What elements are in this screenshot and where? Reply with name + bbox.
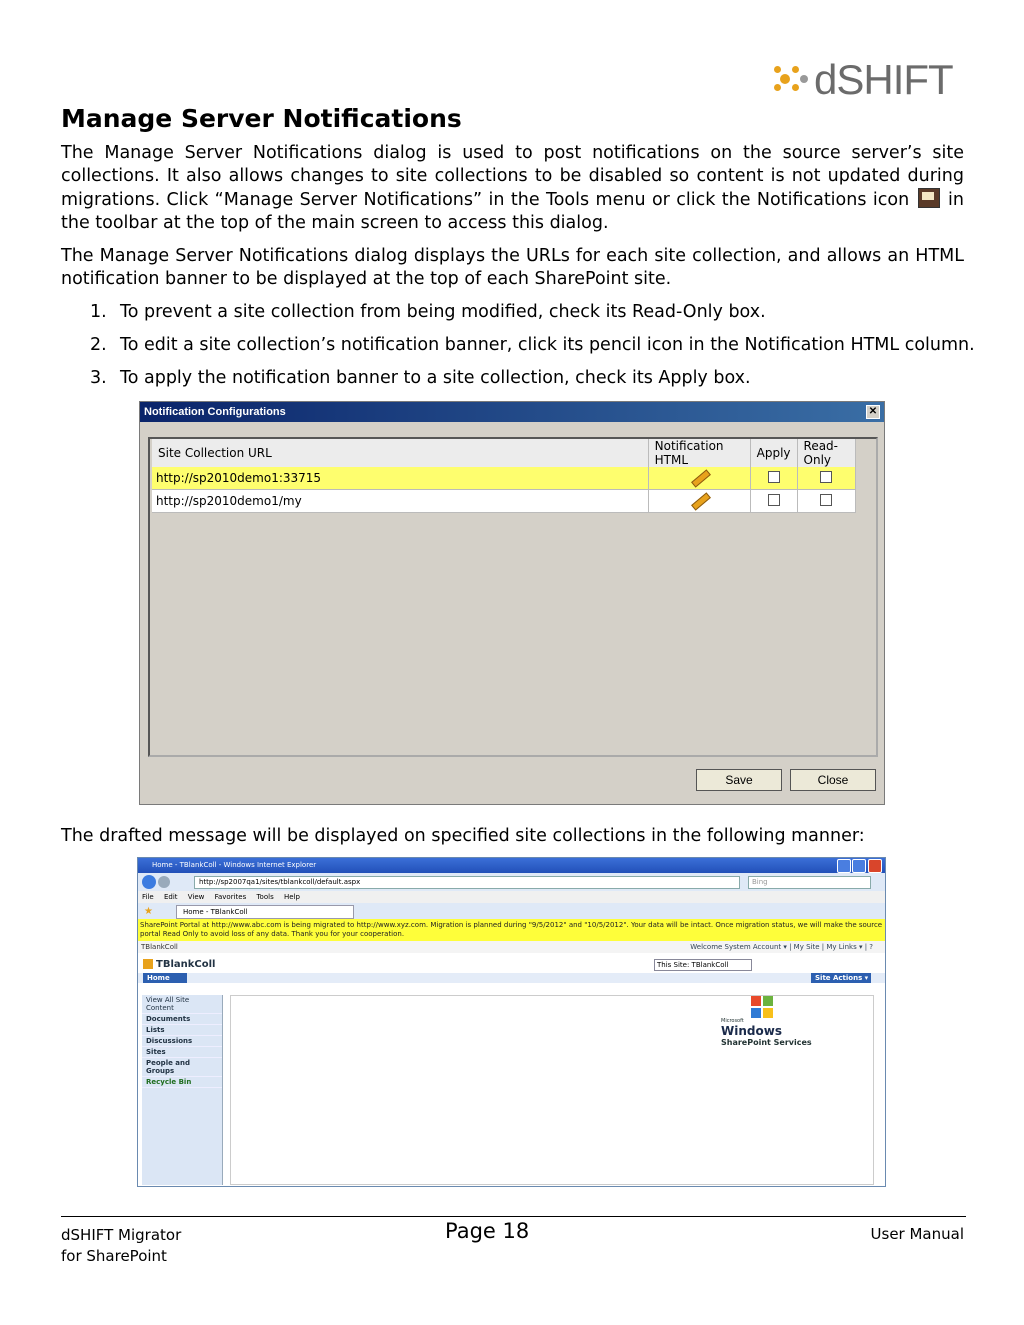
notifications-icon xyxy=(918,188,940,208)
step-number: 2. xyxy=(90,335,107,355)
forward-icon[interactable] xyxy=(158,876,170,888)
menu-help[interactable]: Help xyxy=(283,893,300,901)
column-header[interactable]: Site Collection URL xyxy=(152,439,648,467)
step-number: 1. xyxy=(90,302,107,322)
logo-dot xyxy=(774,84,781,91)
step-3 xyxy=(90,368,751,388)
sp-welcome-links[interactable]: Welcome System Account ▾ | My Site | My Links ▾ | ? xyxy=(690,943,873,951)
menu-favorites[interactable]: Favorites xyxy=(214,893,247,901)
browser-menu-bar xyxy=(138,891,885,903)
pencil-icon[interactable] xyxy=(689,469,709,485)
read-only-checkbox[interactable] xyxy=(820,471,832,483)
address-bar-row xyxy=(138,873,885,891)
footer-divider xyxy=(61,1216,966,1217)
notification-banner: SharePoint Portal at http://www.abc.com is being migrated to http://www.xyz.com. Migration is planned during "9/5/2012" and "10/5/2012". Your data will be intact. Once migration status, we will make the source portal Read Only to avoid loss of any data. Thank you for your cooperation. xyxy=(138,919,885,941)
menu-file[interactable]: File xyxy=(142,893,154,901)
close-icon[interactable]: ✕ xyxy=(866,405,880,419)
search-input[interactable]: Bing xyxy=(748,876,871,889)
logo-dot xyxy=(774,66,781,73)
table-header-row xyxy=(152,439,856,467)
dialog-title-bar xyxy=(140,402,884,422)
logo-dot xyxy=(792,66,799,73)
quick-launch-item[interactable]: Documents xyxy=(142,1014,222,1025)
browser-title: Home - TBlankColl - Windows Internet Explorer xyxy=(152,861,317,869)
logo-dot xyxy=(800,75,808,83)
browser-tab-row xyxy=(138,903,885,919)
apply-cell[interactable] xyxy=(750,490,797,513)
site-icon xyxy=(143,959,153,969)
apply-cell[interactable] xyxy=(750,467,797,490)
quick-launch-item[interactable]: Recycle Bin xyxy=(142,1077,222,1088)
intro-text-b: in the toolbar at the top of the main screen to access this dialog. xyxy=(61,190,964,233)
browser-title-bar xyxy=(138,858,885,873)
maximize-icon[interactable] xyxy=(852,859,866,873)
table-row[interactable] xyxy=(152,467,856,490)
intro-text-a: The Manage Server Notifications dialog is used to post notifications on the source server’s site collections. It also allows changes to site collections to be disabled so content is not updated during migrations. Click “Manage Server Notifications” in the Tools menu or click the Notifications icon xyxy=(61,143,964,210)
notification-configurations-dialog xyxy=(139,401,885,805)
dshift-logo xyxy=(770,56,960,104)
step-2 xyxy=(90,335,975,355)
logo-dot xyxy=(780,74,790,84)
site-actions-button[interactable]: Site Actions ▾ xyxy=(811,973,871,983)
site-url-cell[interactable]: http://sp2010demo1/my xyxy=(152,490,648,513)
wss-logo xyxy=(721,1010,821,1047)
notification-html-cell[interactable] xyxy=(648,490,750,513)
wss-microsoft: Microsoft xyxy=(721,1018,744,1024)
logo-dot xyxy=(792,84,799,91)
page-heading: Manage Server Notifications xyxy=(61,104,462,133)
step-text: To apply the notification banner to a site collection, check its Apply box. xyxy=(120,368,751,388)
sharepoint-nav-bar xyxy=(138,973,885,983)
sharepoint-site-header xyxy=(138,953,885,973)
footer-right: User Manual xyxy=(870,1225,964,1243)
browser-tab[interactable]: Home - TBlankColl xyxy=(176,905,354,919)
step-1 xyxy=(90,302,766,322)
site-search-scope[interactable]: This Site: TBlankColl xyxy=(654,959,752,971)
sharepoint-content-area xyxy=(230,995,874,1185)
footer-left xyxy=(61,1225,181,1267)
quick-launch-item[interactable]: People and Groups xyxy=(142,1058,222,1077)
quick-launch-item[interactable]: Discussions xyxy=(142,1036,222,1047)
quick-launch-item[interactable]: Lists xyxy=(142,1025,222,1036)
save-button[interactable]: Save xyxy=(696,769,782,791)
site-collection-grid xyxy=(148,437,878,757)
tab-home[interactable]: Home xyxy=(143,973,187,983)
quick-launch xyxy=(142,995,223,1185)
step-number: 3. xyxy=(90,368,107,388)
description-paragraph: The Manage Server Notifications dialog displays the URLs for each site collection, and allows an HTML notification banner to be displayed at the top of each SharePoint site. xyxy=(61,246,964,289)
site-collection-table xyxy=(152,439,856,513)
sharepoint-top-bar xyxy=(138,941,885,953)
browser-screenshot xyxy=(137,857,886,1187)
site-url-cell[interactable]: http://sp2010demo1:33715 xyxy=(152,467,648,490)
intro-paragraph xyxy=(61,142,964,235)
logo-text: dSHIFT xyxy=(814,56,953,103)
address-input[interactable]: http://sp2007qa1/sites/tblankcoll/default.aspx xyxy=(194,876,740,889)
menu-edit[interactable]: Edit xyxy=(163,893,178,901)
footer-product: dSHIFT Migrator xyxy=(61,1226,182,1244)
read-only-cell[interactable] xyxy=(797,467,855,490)
favorites-star-icon[interactable]: ★ xyxy=(144,906,153,917)
wss-windows: Windows xyxy=(721,1024,782,1038)
quick-launch-item[interactable]: Sites xyxy=(142,1047,222,1058)
site-title[interactable]: TBlankColl xyxy=(156,959,216,970)
notification-html-cell[interactable] xyxy=(648,467,750,490)
close-button[interactable]: Close xyxy=(790,769,876,791)
sp-breadcrumb[interactable]: TBlankColl xyxy=(141,943,178,951)
step-text: To prevent a site collection from being modified, check its Read-Only box. xyxy=(120,302,766,322)
column-header[interactable]: Read-Only xyxy=(797,439,855,467)
dialog-title: Notification Configurations xyxy=(144,406,286,418)
minimize-icon[interactable] xyxy=(837,859,851,873)
step-text: To edit a site collection’s notification banner, click its pencil icon in the Notification HTML column. xyxy=(120,335,975,355)
result-paragraph: The drafted message will be displayed on specified site collections in the following manner: xyxy=(61,826,865,846)
quick-launch-item[interactable]: View All Site Content xyxy=(142,995,222,1014)
apply-checkbox[interactable] xyxy=(768,494,780,506)
read-only-cell[interactable] xyxy=(797,490,855,513)
column-header[interactable]: Apply xyxy=(750,439,797,467)
wss-sharepoint: SharePoint Services xyxy=(721,1038,812,1047)
column-header[interactable]: Notification HTML xyxy=(648,439,750,467)
read-only-checkbox[interactable] xyxy=(820,494,832,506)
pencil-icon[interactable] xyxy=(689,492,709,508)
back-icon[interactable] xyxy=(142,875,156,889)
close-icon[interactable] xyxy=(868,859,882,873)
footer-product-sub: for SharePoint xyxy=(61,1247,167,1265)
windows-flag-icon xyxy=(751,996,775,1018)
menu-view[interactable]: View xyxy=(187,893,205,901)
table-row[interactable] xyxy=(152,490,856,513)
menu-tools[interactable]: Tools xyxy=(256,893,274,901)
apply-checkbox[interactable] xyxy=(768,471,780,483)
page-number: Page 18 xyxy=(445,1219,530,1243)
